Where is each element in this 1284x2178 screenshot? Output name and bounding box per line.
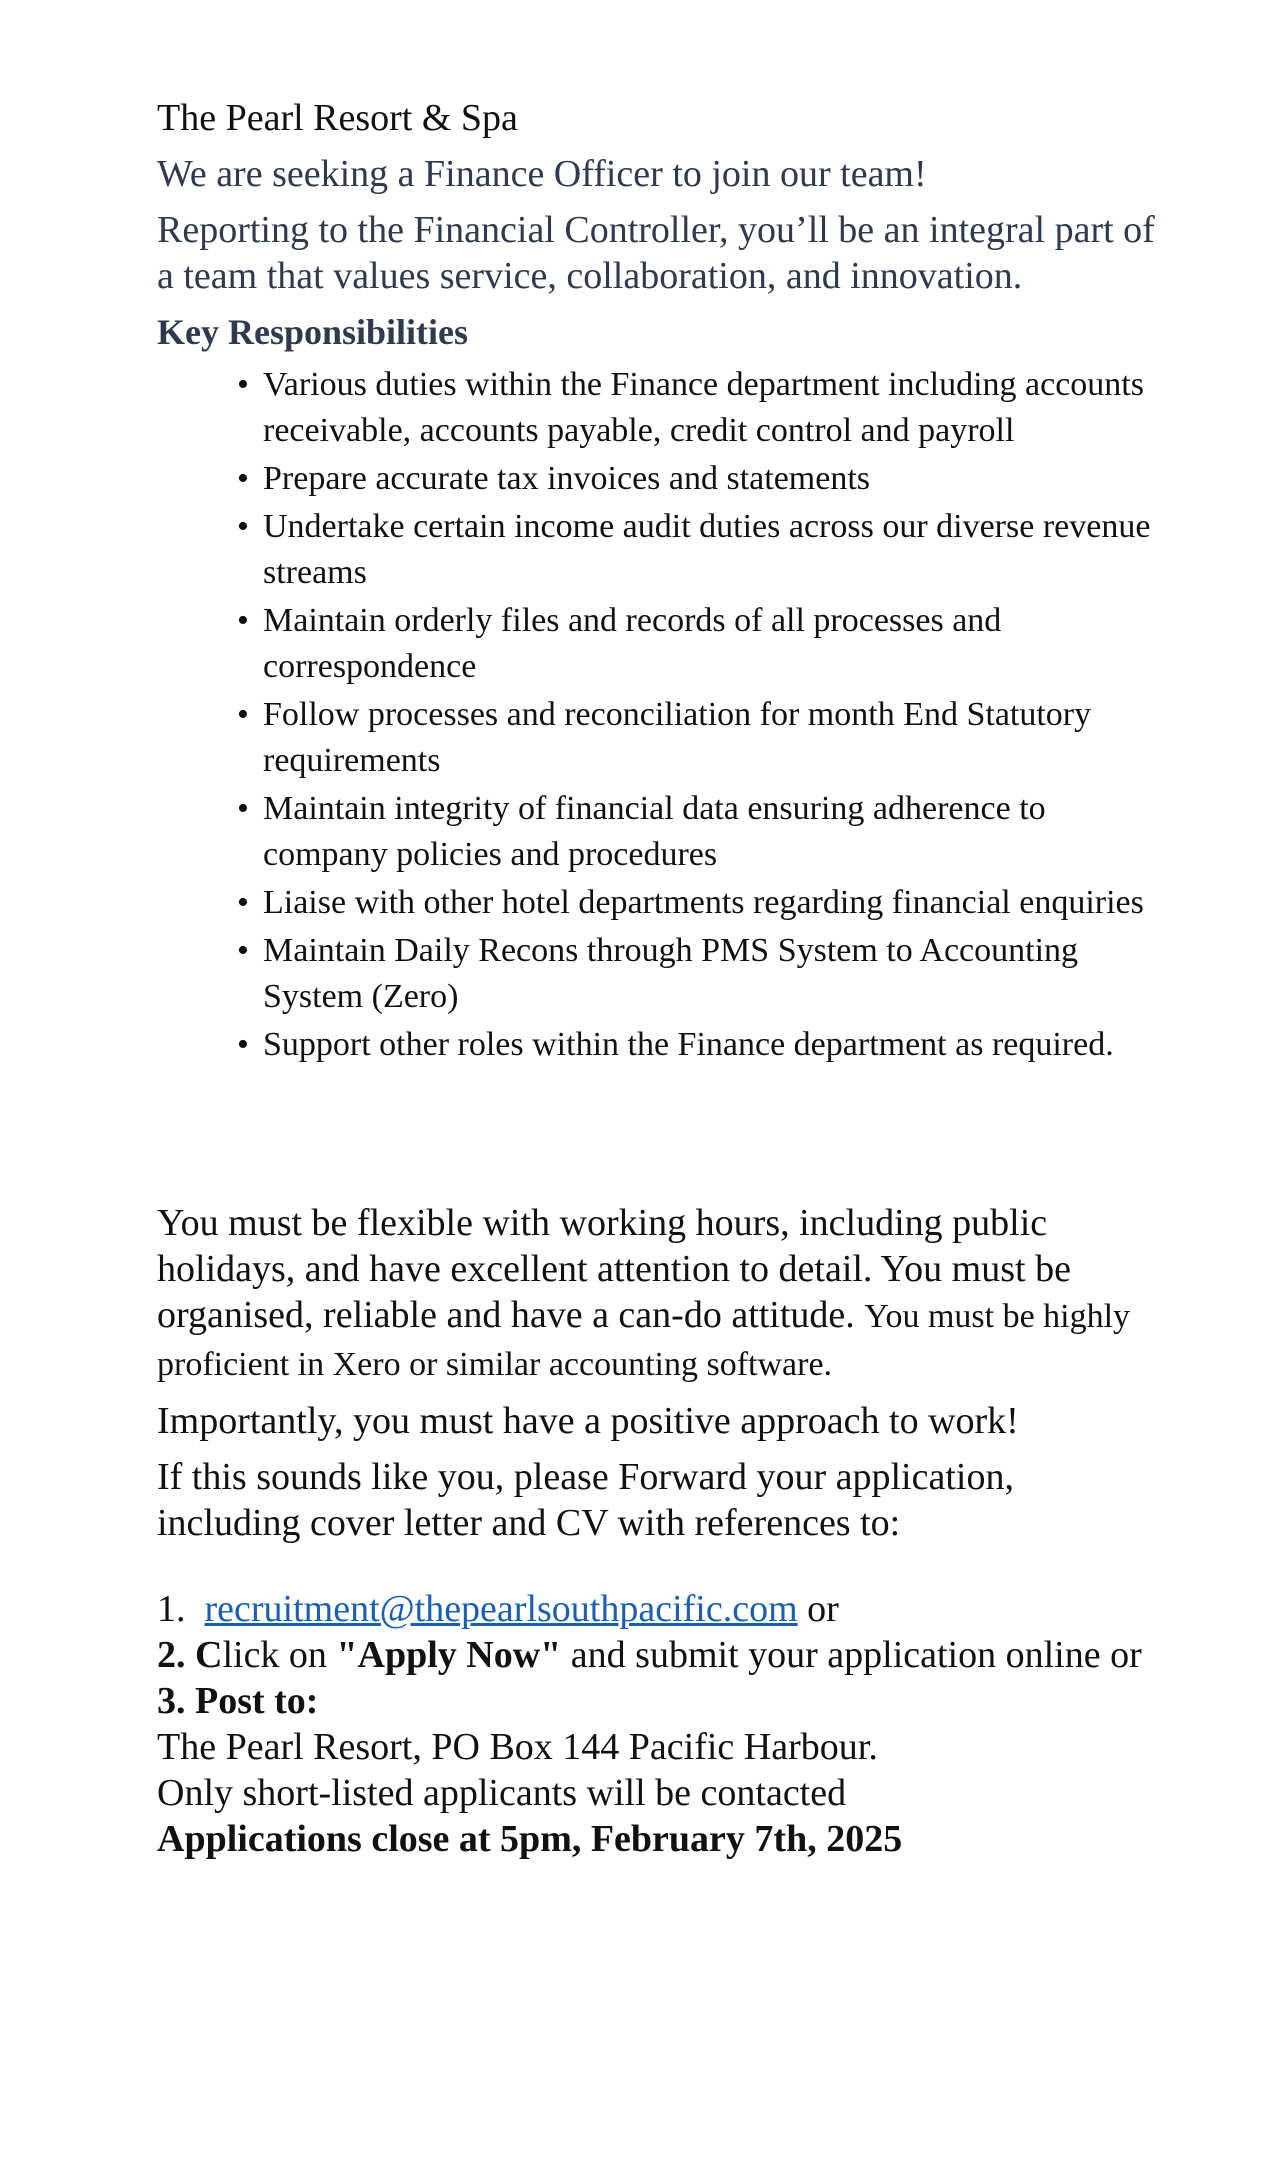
bullet-icon: • — [237, 508, 249, 546]
software-requirement-text: You must be highly proficient in Xero or similar accounting software. — [157, 1298, 1131, 1384]
step-one-number: 1. — [157, 1588, 186, 1631]
list-item: • Follow processes and reconciliation for month End Statutory requirements — [237, 692, 1164, 784]
list-item: • Support other roles within the Finance department as required. — [237, 1022, 1164, 1068]
apply-now-label: "Apply Now" — [336, 1634, 562, 1677]
responsibilities-list — [157, 362, 1164, 1068]
bullet-icon: • — [237, 932, 249, 970]
company-name: The Pearl Resort & Spa — [157, 97, 518, 139]
application-steps — [157, 1586, 1164, 1862]
closing-date: Applications close at 5pm, February 7th, 2025 — [157, 1818, 903, 1861]
step-three-label: 3. Post to: — [157, 1680, 319, 1723]
step-two-text-a: lick on — [222, 1634, 337, 1677]
responsibilities-heading: Key Responsibilities — [157, 312, 469, 353]
job-headline: We are seeking a Finance Officer to join our team! — [157, 152, 927, 195]
step-two-number: 2. C — [157, 1634, 223, 1677]
bullet-icon: • — [237, 1026, 249, 1064]
list-item: • Maintain Daily Recons through PMS System to Accounting System (Zero) — [237, 928, 1164, 1020]
requirements-paragraph — [157, 1200, 1164, 1388]
recruitment-email-link[interactable]: recruitment@thepearlsouthpacific.com — [204, 1588, 798, 1631]
list-item: • Prepare accurate tax invoices and statements — [237, 456, 1164, 502]
attitude-paragraph: Importantly, you must have a positive approach to work! — [157, 1400, 1019, 1443]
shortlist-note: Only short-listed applicants will be contacted — [157, 1772, 847, 1815]
bullet-icon: • — [237, 884, 249, 922]
list-item: • Maintain orderly files and records of all processes and correspondence — [237, 598, 1164, 690]
step-two — [157, 1632, 1164, 1678]
bullet-icon: • — [237, 790, 249, 828]
bullet-icon: • — [237, 460, 249, 498]
section-spacer — [157, 1070, 1164, 1200]
intro-paragraph: Reporting to the Financial Controller, you’ll be an integral part of a team that values service, collaboration, and innovation. — [157, 209, 1155, 298]
bullet-icon: • — [237, 696, 249, 734]
requirements-text: You must be flexible with working hours, including public holidays, and have excellent attention to detail. You must be organised, reliable and have a can-do attitude. — [157, 1202, 1071, 1337]
postal-address: The Pearl Resort, PO Box 144 Pacific Harbour. — [157, 1726, 878, 1769]
list-item: • Liaise with other hotel departments regarding financial enquiries — [237, 880, 1164, 926]
list-item: • Undertake certain income audit duties across our diverse revenue streams — [237, 504, 1164, 596]
step-two-text-b: and submit your application online or — [561, 1634, 1142, 1677]
bullet-icon: • — [237, 602, 249, 640]
list-item: • Various duties within the Finance department including accounts receivable, accounts payable, credit control and payroll — [237, 362, 1164, 454]
list-item: • Maintain integrity of financial data ensuring adherence to company policies and procedures — [237, 786, 1164, 878]
bullet-icon: • — [237, 366, 249, 404]
step-one-suffix: or — [807, 1588, 839, 1631]
step-one — [157, 1586, 1164, 1632]
apply-intro-paragraph: If this sounds like you, please Forward your application, including cover letter and CV with references to: — [157, 1456, 1014, 1545]
